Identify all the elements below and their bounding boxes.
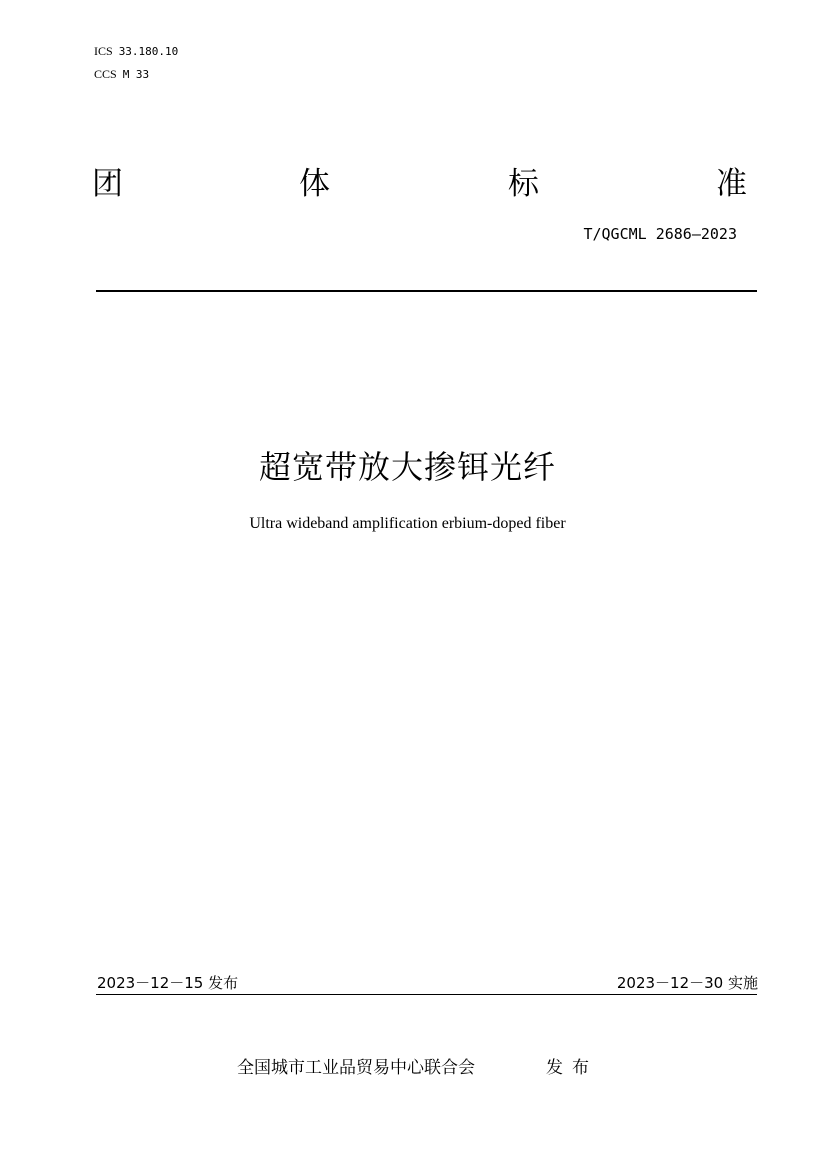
standard-type-char-4: 准 bbox=[716, 166, 747, 202]
standard-number: T/QGCML 2686—2023 bbox=[583, 225, 737, 243]
standard-type-char-3: 标 bbox=[508, 166, 539, 202]
ccs-value: M 33 bbox=[122, 68, 150, 81]
classification-codes bbox=[94, 40, 178, 86]
publisher-action: 发布 bbox=[546, 1058, 598, 1078]
implement-date: 2023－12－30 实施 bbox=[616, 974, 758, 992]
standard-type-char-1: 团 bbox=[92, 166, 123, 202]
title-chinese: 超宽带放大掺铒光纤 bbox=[258, 448, 556, 486]
publisher-name: 全国城市工业品贸易中心联合会 bbox=[237, 1058, 475, 1078]
standard-type-char-2: 体 bbox=[299, 166, 330, 202]
ics-value: 33.180.10 bbox=[118, 45, 179, 58]
footer-divider bbox=[96, 994, 757, 995]
publish-date: 2023－12－15 发布 bbox=[97, 974, 239, 992]
title-english: Ultra wideband amplification erbium-doped fiber bbox=[249, 515, 566, 532]
ics-line bbox=[94, 40, 178, 63]
ccs-label: CCS bbox=[94, 67, 117, 81]
header-divider bbox=[96, 290, 757, 292]
ics-label: ICS bbox=[94, 44, 113, 58]
ccs-line bbox=[94, 63, 178, 86]
